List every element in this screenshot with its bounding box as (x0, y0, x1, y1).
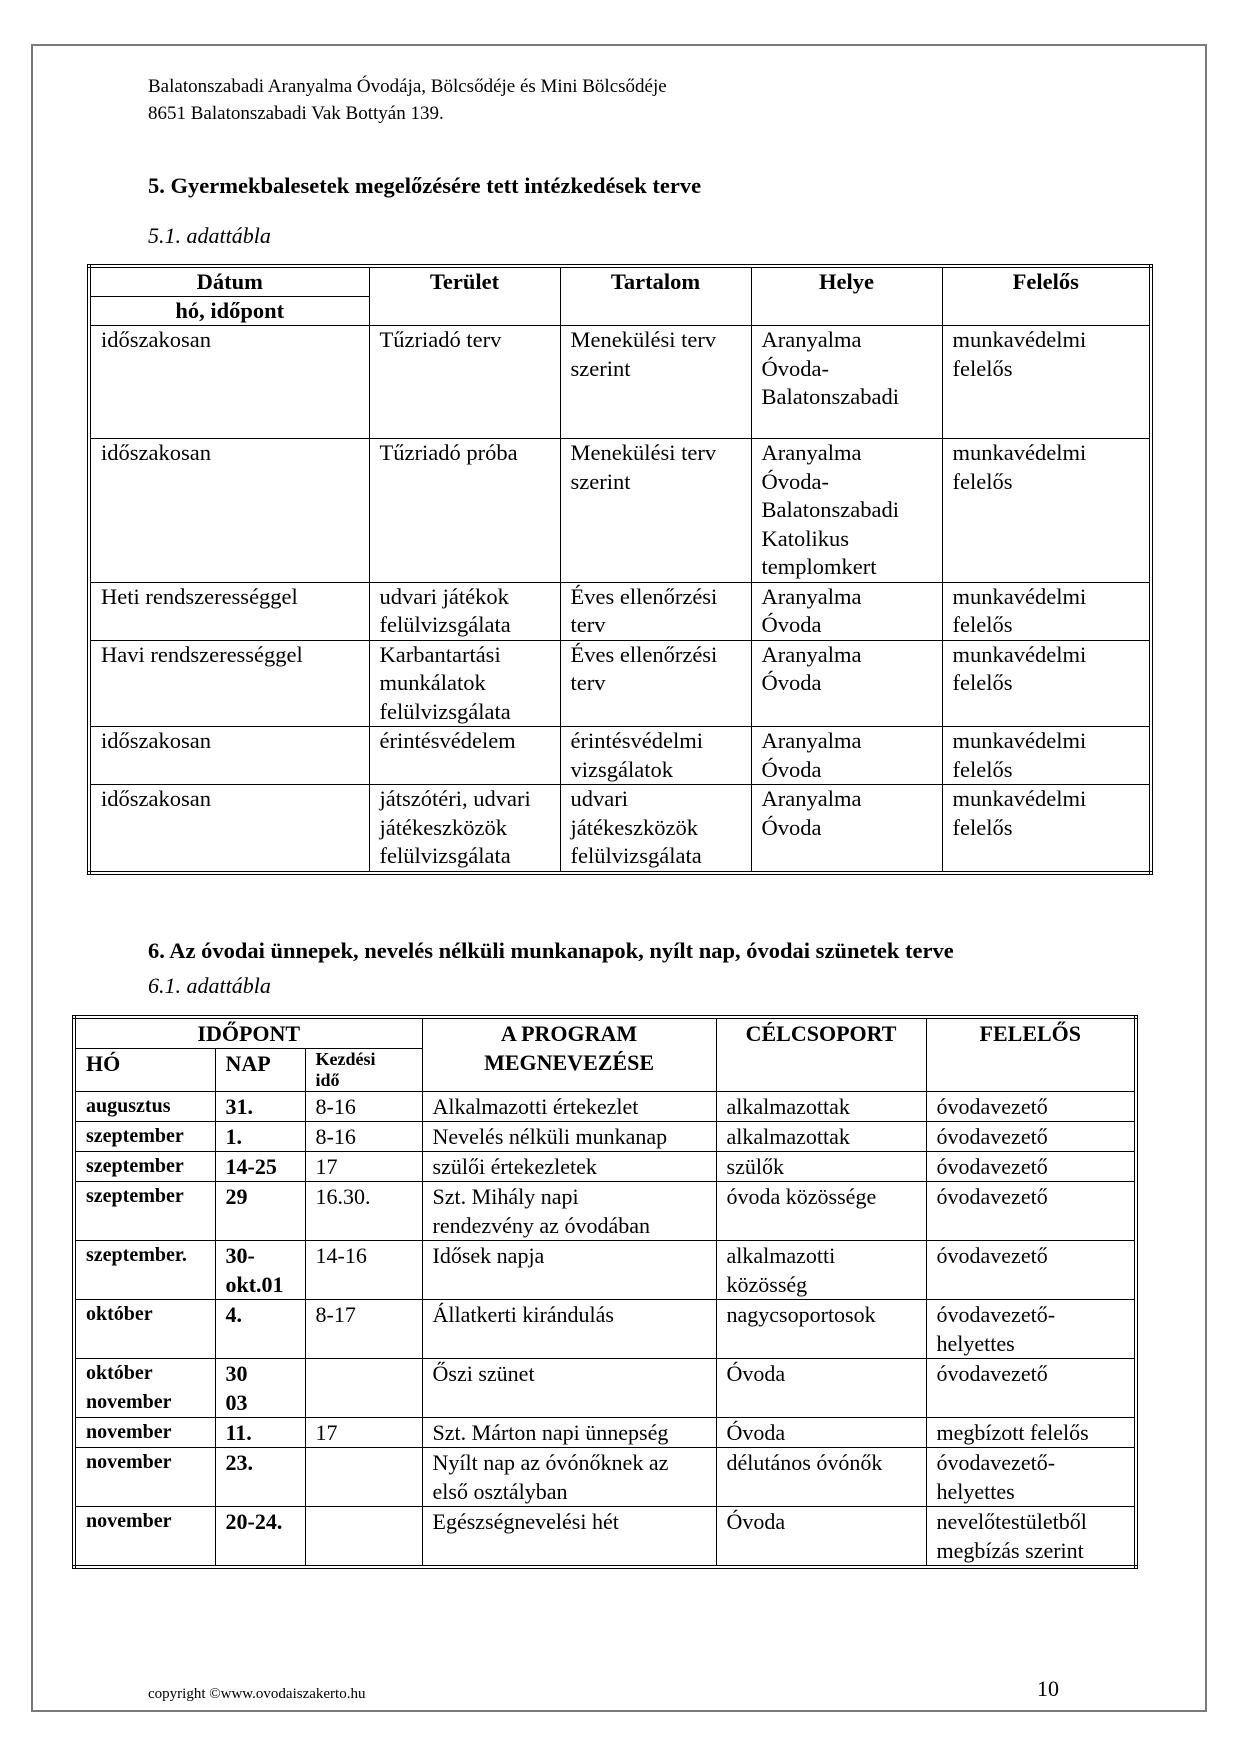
cell-kezdesi (305, 1359, 422, 1418)
table-row (74, 1152, 1136, 1182)
cell-tartalom: udvari játékeszközök felülvizsgálata (560, 785, 751, 873)
col-tartalom: Tartalom (560, 266, 751, 326)
cell-helye: Aranyalma Óvoda (751, 582, 942, 640)
table-row (74, 1300, 1136, 1359)
col-datum-sub: hó, időpont (89, 297, 369, 326)
footer-copyright: copyright ©www.ovodaiszakerto.hu (148, 1686, 366, 1702)
col-felelos: FELELŐS (926, 1017, 1136, 1092)
cell-ho: november (74, 1418, 215, 1448)
cell-ho: október (74, 1300, 215, 1359)
cell-celcsoport: alkalmazotti közösség (716, 1241, 926, 1300)
cell-helye: Aranyalma Óvoda (751, 640, 942, 727)
cell-nap: 20-24. (215, 1507, 305, 1568)
cell-felelos: munkavédelmi felelős (942, 727, 1151, 785)
cell-felelos: óvodavezető (926, 1122, 1136, 1152)
cell-felelos: megbízott felelős (926, 1418, 1136, 1448)
cell-kezdesi: 16.30. (305, 1182, 422, 1241)
table-row (74, 1092, 1136, 1122)
cell-terulet: Tűzriadó terv (369, 326, 560, 439)
cell-kezdesi: 17 (305, 1418, 422, 1448)
table-row (74, 1182, 1136, 1241)
cell-felelos: óvodavezető (926, 1182, 1136, 1241)
cell-ho: november (74, 1448, 215, 1507)
cell-kezdesi (305, 1448, 422, 1507)
cell-ho: október november (74, 1359, 215, 1418)
cell-terulet: udvari játékok felülvizsgálata (369, 582, 560, 640)
cell-celcsoport: Óvoda (716, 1418, 926, 1448)
table-row (74, 1359, 1136, 1418)
section5-title: 5. Gyermekbalesetek megelőzésére tett intézkedések terve (148, 173, 702, 198)
table-row (89, 785, 1151, 873)
table-row (89, 326, 1151, 439)
cell-felelos: munkavédelmi felelős (942, 582, 1151, 640)
cell-program: Egészségnevelési hét (422, 1507, 716, 1568)
cell-datum: Havi rendszerességgel (89, 640, 369, 727)
table-row (74, 1122, 1136, 1152)
table-row (74, 1507, 1136, 1568)
table-row (89, 439, 1151, 583)
table-row (74, 1448, 1136, 1507)
cell-celcsoport: szülők (716, 1152, 926, 1182)
cell-felelos: munkavédelmi felelős (942, 640, 1151, 727)
cell-program: Idősek napja (422, 1241, 716, 1300)
cell-felelos: óvodavezető (926, 1152, 1136, 1182)
document-header (148, 73, 667, 127)
cell-kezdesi: 8-17 (305, 1300, 422, 1359)
cell-datum: időszakosan (89, 326, 369, 439)
col-ho: HÓ (74, 1049, 215, 1092)
col-celcsoport: CÉLCSOPORT (716, 1017, 926, 1092)
cell-felelos: óvodavezető- helyettes (926, 1300, 1136, 1359)
cell-nap: 11. (215, 1418, 305, 1448)
cell-tartalom: érintésvédelmi vizsgálatok (560, 727, 751, 785)
page-number: 10 (1037, 1676, 1059, 1701)
institution-address: 8651 Balatonszabadi Vak Bottyán 139. (148, 103, 444, 124)
cell-nap: 30- okt.01 (215, 1241, 305, 1300)
table-header-row (89, 266, 1151, 297)
cell-program: Állatkerti kirándulás (422, 1300, 716, 1359)
cell-nap: 14-25 (215, 1152, 305, 1182)
cell-kezdesi (305, 1507, 422, 1568)
cell-program: Alkalmazotti értekezlet (422, 1092, 716, 1122)
cell-felelos: óvodavezető (926, 1359, 1136, 1418)
cell-felelos: munkavédelmi felelős (942, 785, 1151, 873)
table-header-row (74, 1017, 1136, 1049)
section5-caption: 5.1. adattábla (148, 223, 271, 248)
col-nap: NAP (215, 1049, 305, 1092)
cell-nap: 1. (215, 1122, 305, 1152)
cell-tartalom: Éves ellenőrzési terv (560, 582, 751, 640)
table-row (89, 640, 1151, 727)
cell-tartalom: Menekülési terv szerint (560, 326, 751, 439)
institution-name: Balatonszabadi Aranyalma Óvodája, Bölcsődéje és Mini Bölcsődéje (148, 76, 667, 97)
col-felelos: Felelős (942, 266, 1151, 326)
cell-terulet: Karbantartási munkálatok felülvizsgálata (369, 640, 560, 727)
cell-celcsoport: alkalmazottak (716, 1092, 926, 1122)
cell-datum: időszakosan (89, 785, 369, 873)
cell-datum: időszakosan (89, 439, 369, 583)
accident-prevention-table (87, 264, 1153, 875)
cell-celcsoport: Óvoda (716, 1507, 926, 1568)
cell-celcsoport: nagycsoportosok (716, 1300, 926, 1359)
table-row (74, 1241, 1136, 1300)
cell-terulet: játszótéri, udvari játékeszközök felülvizsgálata (369, 785, 560, 873)
cell-program: szülői értekezletek (422, 1152, 716, 1182)
col-terulet: Terület (369, 266, 560, 326)
cell-felelos: munkavédelmi felelős (942, 439, 1151, 583)
cell-program: Nevelés nélküli munkanap (422, 1122, 716, 1152)
cell-felelos: munkavédelmi felelős (942, 326, 1151, 439)
cell-helye: Aranyalma Óvoda (751, 785, 942, 873)
cell-nap: 4. (215, 1300, 305, 1359)
col-idopont: IDŐPONT (74, 1017, 422, 1049)
events-table (72, 1015, 1138, 1569)
cell-felelos: óvodavezető- helyettes (926, 1448, 1136, 1507)
cell-celcsoport: alkalmazottak (716, 1122, 926, 1152)
cell-celcsoport: délutános óvónők (716, 1448, 926, 1507)
cell-nap: 23. (215, 1448, 305, 1507)
cell-tartalom: Menekülési terv szerint (560, 439, 751, 583)
table-row (89, 727, 1151, 785)
col-helye: Helye (751, 266, 942, 326)
cell-terulet: érintésvédelem (369, 727, 560, 785)
cell-ho: november (74, 1507, 215, 1568)
cell-helye: Aranyalma Óvoda- Balatonszabadi (751, 326, 942, 439)
cell-datum: Heti rendszerességgel (89, 582, 369, 640)
section6-title: 6. Az óvodai ünnepek, nevelés nélküli munkanapok, nyílt nap, óvodai szünetek terve (148, 938, 954, 963)
col-datum: Dátum (89, 266, 369, 297)
cell-helye: Aranyalma Óvoda (751, 727, 942, 785)
cell-datum: időszakosan (89, 727, 369, 785)
cell-felelos: óvodavezető (926, 1092, 1136, 1122)
cell-ho: szeptember (74, 1182, 215, 1241)
section6-caption: 6.1. adattábla (148, 973, 271, 998)
cell-nap: 31. (215, 1092, 305, 1122)
cell-kezdesi: 8-16 (305, 1092, 422, 1122)
cell-tartalom: Éves ellenőrzési terv (560, 640, 751, 727)
cell-program: Szt. Márton napi ünnepség (422, 1418, 716, 1448)
col-program: A PROGRAM MEGNEVEZÉSE (422, 1017, 716, 1092)
cell-ho: szeptember (74, 1122, 215, 1152)
cell-ho: augusztus (74, 1092, 215, 1122)
cell-program: Őszi szünet (422, 1359, 716, 1418)
cell-program: Nyílt nap az óvónőknek az első osztályban (422, 1448, 716, 1507)
cell-helye: Aranyalma Óvoda- Balatonszabadi Katolikus templomkert (751, 439, 942, 583)
table-row (74, 1418, 1136, 1448)
cell-program: Szt. Mihály napi rendezvény az óvodában (422, 1182, 716, 1241)
cell-felelos: nevelőtestületből megbízás szerint (926, 1507, 1136, 1568)
cell-kezdesi: 8-16 (305, 1122, 422, 1152)
cell-celcsoport: óvoda közössége (716, 1182, 926, 1241)
cell-kezdesi: 14-16 (305, 1241, 422, 1300)
cell-celcsoport: Óvoda (716, 1359, 926, 1418)
col-kezdesi: Kezdési idő (305, 1049, 422, 1092)
cell-ho: szeptember. (74, 1241, 215, 1300)
cell-kezdesi: 17 (305, 1152, 422, 1182)
cell-terulet: Tűzriadó próba (369, 439, 560, 583)
cell-felelos: óvodavezető (926, 1241, 1136, 1300)
cell-ho: szeptember (74, 1152, 215, 1182)
cell-nap: 30 03 (215, 1359, 305, 1418)
cell-nap: 29 (215, 1182, 305, 1241)
table-row (89, 582, 1151, 640)
